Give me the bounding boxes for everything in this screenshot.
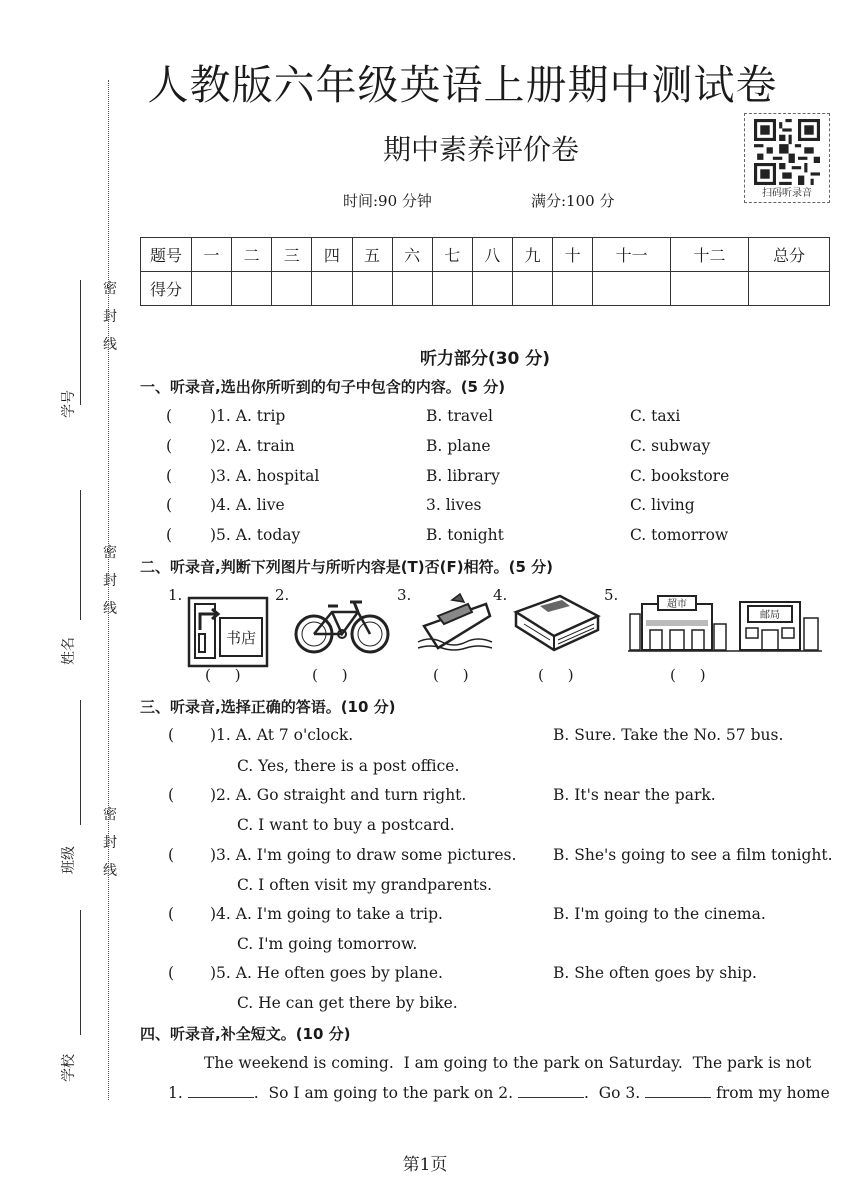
section1-heading: 一、听录音,选出你所听到的句子中包含的内容。(5 分) [140, 378, 506, 396]
answer-paren[interactable]: ( [168, 964, 175, 982]
full-score: 满分:100 分 [531, 192, 615, 210]
score-cell[interactable] [192, 272, 232, 306]
fill-blank[interactable] [645, 1083, 711, 1098]
s3-q5-option-b: B. She often goes by ship. [553, 964, 757, 982]
table-cell: 五 [352, 238, 392, 272]
picture-number: 1. [168, 586, 183, 604]
answer-paren[interactable]: ( [168, 905, 175, 923]
answer-paren[interactable]: ( [166, 467, 173, 485]
score-table-header-row [141, 238, 830, 272]
school-label: 学校 [61, 1054, 77, 1082]
s1-q1-option-a: )1. A. trip [210, 407, 286, 425]
s3-q4-option-c: C. I'm going tomorrow. [237, 935, 418, 953]
s1-q3-option-c: C. bookstore [630, 467, 730, 485]
s3-q3-option-b: B. She's going to see a film tonight. [553, 846, 833, 864]
passage-text: . So I am going to the park on 2. [253, 1084, 514, 1102]
s3-q4-option-b: B. I'm going to the cinema. [553, 905, 766, 923]
answer-bracket[interactable]: ( ) [433, 666, 469, 684]
ship-picture [416, 586, 494, 652]
score-cell[interactable] [352, 272, 392, 306]
s3-q2-option-a: )2. A. Go straight and turn right. [210, 786, 467, 804]
s1-q2-option-c: C. subway [630, 437, 711, 455]
exam-time: 时间:90 分钟 [343, 192, 432, 210]
answer-bracket[interactable]: ( ) [670, 666, 706, 684]
s3-q1-option-b: B. Sure. Take the No. 57 bus. [553, 726, 784, 744]
school-write-line[interactable] [80, 910, 81, 1035]
picture-number: 2. [275, 586, 290, 604]
table-cell: 七 [432, 238, 472, 272]
picture-number: 5. [604, 586, 619, 604]
bicycle-picture [292, 594, 392, 658]
seal-char: 线 [103, 337, 117, 353]
picture-number: 4. [493, 586, 508, 604]
post-office-sign-text: 邮局 [760, 610, 780, 621]
s3-q5-option-a: )5. A. He often goes by plane. [210, 964, 443, 982]
seal-dotted-line [108, 80, 109, 1100]
table-cell: 十 [553, 238, 593, 272]
score-cell[interactable] [312, 272, 352, 306]
s1-q4-option-c: C. living [630, 496, 695, 514]
s1-q1-option-b: B. travel [426, 407, 494, 425]
listening-part-title: 听力部分(30 分) [419, 349, 551, 369]
passage-line-1: The weekend is coming. I am going to the park on Saturday. The park is not [204, 1054, 812, 1072]
class-label: 班级 [61, 846, 77, 874]
table-cell: 九 [513, 238, 553, 272]
s3-q2-option-b: B. It's near the park. [553, 786, 716, 804]
score-cell[interactable] [749, 272, 830, 306]
score-cell[interactable] [553, 272, 593, 306]
score-table [140, 237, 830, 306]
class-write-line[interactable] [80, 700, 81, 825]
score-cell[interactable] [232, 272, 272, 306]
seal-char: 密 [103, 281, 117, 297]
s1-q2-option-a: )2. A. train [210, 437, 295, 455]
score-cell[interactable] [392, 272, 432, 306]
table-cell: 八 [472, 238, 512, 272]
books-picture [510, 590, 602, 654]
table-cell: 四 [312, 238, 352, 272]
table-cell: 一 [192, 238, 232, 272]
answer-bracket[interactable]: ( ) [205, 666, 241, 684]
table-cell: 三 [272, 238, 312, 272]
seal-char: 密 [103, 545, 117, 561]
page-number: 第1页 [402, 1155, 448, 1175]
s1-q5-option-a: )5. A. today [210, 526, 301, 544]
s1-q3-option-b: B. library [426, 467, 500, 485]
score-cell[interactable] [593, 272, 671, 306]
answer-paren[interactable]: ( [168, 786, 175, 804]
answer-paren[interactable]: ( [166, 437, 173, 455]
student-id-label: 学号 [61, 390, 77, 418]
score-cell[interactable] [513, 272, 553, 306]
s1-q5-option-b: B. tonight [426, 526, 504, 544]
seal-char: 密 [103, 807, 117, 823]
score-table-score-row [141, 272, 830, 306]
answer-bracket[interactable]: ( ) [538, 666, 574, 684]
student-id-write-line[interactable] [80, 280, 81, 405]
score-cell[interactable] [432, 272, 472, 306]
table-cell: 二 [232, 238, 272, 272]
bookstore-sign-text: 书店 [225, 629, 257, 647]
section3-heading: 三、听录音,选择正确的答语。(10 分) [140, 698, 396, 716]
table-cell: 六 [392, 238, 432, 272]
answer-bracket[interactable]: ( ) [312, 666, 348, 684]
answer-paren[interactable]: ( [168, 846, 175, 864]
section4-heading: 四、听录音,补全短文。(10 分) [140, 1025, 351, 1043]
answer-paren[interactable]: ( [166, 526, 173, 544]
s1-q3-option-a: )3. A. hospital [210, 467, 320, 485]
seal-char: 线 [103, 863, 117, 879]
s3-q3-option-c: C. I often visit my grandparents. [237, 876, 493, 894]
table-cell: 总分 [749, 238, 830, 272]
fill-blank[interactable] [518, 1083, 584, 1098]
name-label: 姓名 [61, 637, 77, 665]
seal-char: 封 [103, 573, 117, 589]
seal-char: 封 [103, 309, 117, 325]
score-cell[interactable] [272, 272, 312, 306]
passage-text: . Go 3. [584, 1084, 641, 1102]
table-cell: 十二 [671, 238, 749, 272]
s3-q5-option-c: C. He can get there by bike. [237, 994, 458, 1012]
passage-text: from my home [716, 1084, 830, 1102]
supermarket-post-office-picture [628, 594, 822, 654]
answer-paren[interactable]: ( [166, 496, 173, 514]
page-title: 人教版六年级英语上册期中测试卷 [147, 61, 778, 109]
s1-q4-option-a: )4. A. live [210, 496, 285, 514]
fill-blank[interactable] [188, 1083, 254, 1098]
s1-q1-option-c: C. taxi [630, 407, 681, 425]
blank-number: 1. [168, 1084, 183, 1102]
supermarket-sign-text: 超市 [667, 599, 687, 610]
s3-q3-option-a: )3. A. I'm going to draw some pictures. [210, 846, 517, 864]
s3-q1-option-c: C. Yes, there is a post office. [237, 757, 460, 775]
score-cell[interactable] [671, 272, 749, 306]
passage-line-2 [168, 1083, 830, 1102]
section2-heading: 二、听录音,判断下列图片与所听内容是(T)否(F)相符。(5 分) [140, 558, 553, 576]
picture-number: 3. [397, 586, 412, 604]
s1-q4-option-b: 3. lives [426, 496, 482, 514]
s3-q4-option-a: )4. A. I'm going to take a trip. [210, 905, 443, 923]
answer-paren[interactable]: ( [166, 407, 173, 425]
qr-label: 扫码听录音 [762, 188, 812, 199]
name-write-line[interactable] [80, 490, 81, 620]
qr-code-icon [754, 119, 820, 185]
table-cell: 十一 [593, 238, 671, 272]
s3-q2-option-c: C. I want to buy a postcard. [237, 816, 455, 834]
seal-char: 封 [103, 835, 117, 851]
score-cell[interactable] [472, 272, 512, 306]
s1-q2-option-b: B. plane [426, 437, 491, 455]
s1-q5-option-c: C. tomorrow [630, 526, 729, 544]
answer-paren[interactable]: ( [168, 726, 175, 744]
seal-char: 线 [103, 601, 117, 617]
qr-code[interactable] [744, 113, 830, 203]
page-subtitle: 期中素养评价卷 [382, 133, 579, 166]
s3-q1-option-a: )1. A. At 7 o'clock. [210, 726, 354, 744]
table-cell: 得分 [141, 272, 192, 306]
table-cell: 题号 [141, 238, 192, 272]
